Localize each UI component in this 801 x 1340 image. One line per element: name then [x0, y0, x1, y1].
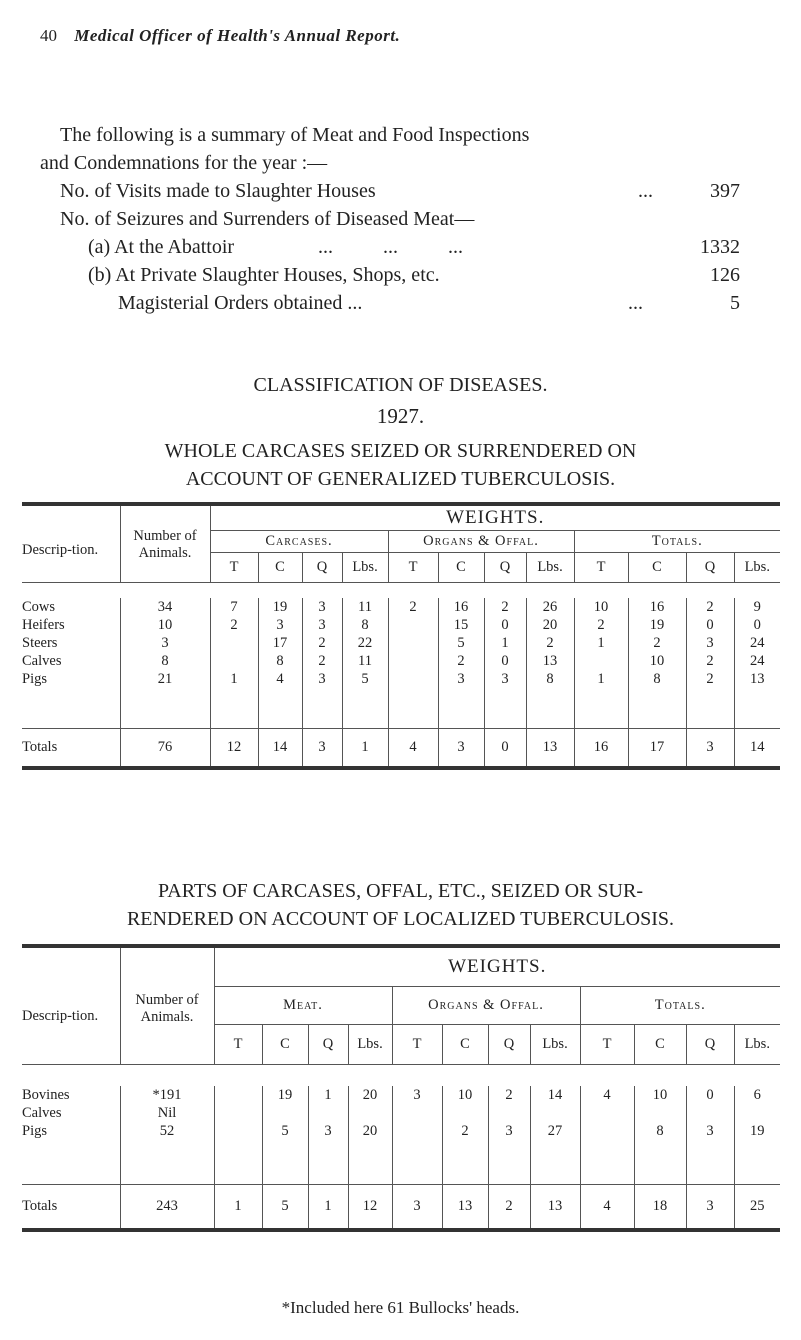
- section-year: 1927.: [376, 404, 425, 428]
- row-weight-cell: 0: [484, 616, 526, 634]
- row-weight-cell: 16: [628, 598, 686, 616]
- row-weight-cell: 4: [580, 1086, 634, 1104]
- row-weight-cell: [488, 1104, 530, 1122]
- row-description: Heifers: [22, 616, 65, 633]
- row-description: Pigs: [22, 670, 47, 687]
- row-weight-cell: 16: [438, 598, 484, 616]
- section-title: CLASSIFICATION OF DISEASES.: [253, 374, 548, 396]
- table-row: [22, 670, 780, 688]
- row-weight-cell: 2: [686, 598, 734, 616]
- column-header-weights: WEIGHTS.: [210, 504, 780, 530]
- column-group-organs-offal-2: Organs & Offal.: [392, 986, 580, 1024]
- row-weight-cell: 20: [348, 1086, 392, 1104]
- table-row: [22, 598, 780, 616]
- row-weight-cell: [214, 1122, 262, 1140]
- row-weight-cell: 3: [302, 670, 342, 688]
- table2-title-line2: RENDERED ON ACCOUNT OF LOCALIZED TUBERCULOSIS.: [126, 908, 675, 930]
- row-weight-cell: 2: [438, 652, 484, 670]
- column-group-totals-2: Totals.: [580, 986, 780, 1024]
- row-weight-cell: 5: [262, 1122, 308, 1140]
- units-header-row-2: T C Q Lbs. T C Q Lbs. T C Q Lbs.: [22, 1024, 780, 1064]
- table2-title-line1: PARTS OF CARCASES, OFFAL, ETC., SEIZED OR SUR-: [157, 880, 643, 902]
- row-description: Bovines: [22, 1086, 70, 1103]
- row-weight-cell: [580, 1122, 634, 1140]
- row-weight-cell: 2: [488, 1086, 530, 1104]
- row-description: Cows: [22, 598, 56, 615]
- row-weight-cell: 3: [686, 634, 734, 652]
- row-description: Calves: [22, 1104, 62, 1121]
- row-weight-cell: [210, 652, 258, 670]
- row-weight-cell: 3: [302, 598, 342, 616]
- row-weight-cell: 5: [342, 670, 388, 688]
- row-weight-cell: 2: [526, 634, 574, 652]
- row-weight-cell: [442, 1104, 488, 1122]
- column-header-weights-2: WEIGHTS.: [214, 946, 780, 986]
- row-weight-cell: [580, 1104, 634, 1122]
- row-description: Calves: [22, 652, 62, 669]
- footnote: *Included here 61 Bullocks' heads.: [281, 1298, 520, 1317]
- table-row: [22, 634, 780, 652]
- row-weight-cell: 17: [258, 634, 302, 652]
- row-weight-cell: 22: [342, 634, 388, 652]
- row-weight-cell: [308, 1104, 348, 1122]
- row-weight-cell: 3: [438, 670, 484, 688]
- units-header-row: T C Q Lbs. T C Q Lbs. T C Q Lbs.: [22, 552, 780, 582]
- table-row: [22, 1086, 780, 1104]
- row-weight-cell: 3: [392, 1086, 442, 1104]
- row-weight-cell: 11: [342, 652, 388, 670]
- row-weight-cell: 19: [628, 616, 686, 634]
- row-weight-cell: [392, 1122, 442, 1140]
- summary-line-private: (b) At Private Slaughter Houses, Shops, etc. 126: [88, 264, 740, 286]
- row-weight-cell: 2: [302, 634, 342, 652]
- row-number: Nil: [120, 1104, 214, 1122]
- column-header-description-2: Descrip-tion.: [22, 946, 120, 1064]
- row-weight-cell: 3: [686, 1122, 734, 1140]
- row-weight-cell: 13: [734, 670, 780, 688]
- intro-line-2: and Condemnations for the year :—: [40, 152, 328, 174]
- row-weight-cell: 1: [308, 1086, 348, 1104]
- row-weight-cell: 3: [302, 616, 342, 634]
- row-weight-cell: 14: [530, 1086, 580, 1104]
- row-weight-cell: [388, 616, 438, 634]
- table-localized-tuberculosis: [22, 944, 780, 1232]
- row-weight-cell: 2: [210, 616, 258, 634]
- row-weight-cell: [214, 1104, 262, 1122]
- summary-line-seizures: No. of Seizures and Surrenders of Diseased Meat—: [60, 208, 475, 230]
- row-weight-cell: 10: [628, 652, 686, 670]
- row-weight-cell: [734, 1104, 780, 1122]
- column-group-organs-offal: Organs & Offal.: [388, 530, 574, 552]
- row-weight-cell: [634, 1104, 686, 1122]
- row-weight-cell: 5: [438, 634, 484, 652]
- row-weight-cell: 20: [348, 1122, 392, 1140]
- row-weight-cell: 11: [342, 598, 388, 616]
- row-weight-cell: 0: [686, 616, 734, 634]
- row-weight-cell: 1: [484, 634, 526, 652]
- row-number: 21: [120, 670, 210, 688]
- row-weight-cell: [686, 1104, 734, 1122]
- row-description: Pigs: [22, 1122, 47, 1139]
- column-header-description: Descrip-tion.: [22, 504, 120, 582]
- column-group-carcases: Carcases.: [210, 530, 388, 552]
- row-description: Steers: [22, 634, 58, 651]
- summary-line-orders: Magisterial Orders obtained ... ... 5: [118, 292, 740, 314]
- row-number: 10: [120, 616, 210, 634]
- row-weight-cell: 10: [442, 1086, 488, 1104]
- row-weight-cell: 3: [258, 616, 302, 634]
- row-weight-cell: 19: [734, 1122, 780, 1140]
- summary-line-visits: No. of Visits made to Slaughter Houses ... 397: [60, 180, 740, 202]
- row-weight-cell: 24: [734, 652, 780, 670]
- row-weight-cell: 1: [574, 670, 628, 688]
- row-weight-cell: [574, 652, 628, 670]
- row-weight-cell: [214, 1086, 262, 1104]
- row-weight-cell: 0: [484, 652, 526, 670]
- row-weight-cell: [348, 1104, 392, 1122]
- table-generalized-tuberculosis: [22, 502, 780, 770]
- row-weight-cell: 1: [210, 670, 258, 688]
- row-number: 52: [120, 1122, 214, 1140]
- column-header-number-2: Number of Animals.: [120, 946, 214, 1064]
- row-weight-cell: 2: [686, 670, 734, 688]
- table-row: [22, 1122, 780, 1140]
- table1-title-line1: WHOLE CARCASES SEIZED OR SURRENDERED ON: [164, 440, 637, 462]
- row-number: 8: [120, 652, 210, 670]
- row-weight-cell: 2: [574, 616, 628, 634]
- row-weight-cell: 2: [302, 652, 342, 670]
- page-number: 40: [40, 26, 57, 45]
- row-weight-cell: 0: [686, 1086, 734, 1104]
- row-weight-cell: 9: [734, 598, 780, 616]
- column-header-number: Number of Animals.: [120, 504, 210, 582]
- row-weight-cell: 27: [530, 1122, 580, 1140]
- row-weight-cell: 19: [262, 1086, 308, 1104]
- row-weight-cell: 19: [258, 598, 302, 616]
- row-weight-cell: [210, 634, 258, 652]
- row-weight-cell: [262, 1104, 308, 1122]
- row-weight-cell: 2: [628, 634, 686, 652]
- row-weight-cell: [392, 1104, 442, 1122]
- row-number: 3: [120, 634, 210, 652]
- table-row-totals-2: Totals 243 1 5 1 12 3 13 2 13 4 18 3 25: [22, 1184, 780, 1230]
- row-weight-cell: 10: [574, 598, 628, 616]
- summary-line-abattoir: (a) At the Abattoir ... ... ... 1332: [88, 236, 740, 258]
- column-group-totals: Totals.: [574, 530, 780, 552]
- row-weight-cell: [388, 652, 438, 670]
- table-row: [22, 616, 780, 634]
- row-weight-cell: 13: [526, 652, 574, 670]
- row-weight-cell: 8: [342, 616, 388, 634]
- row-weight-cell: 1: [574, 634, 628, 652]
- row-weight-cell: 10: [634, 1086, 686, 1104]
- row-weight-cell: 8: [628, 670, 686, 688]
- row-weight-cell: 26: [526, 598, 574, 616]
- page-header: [40, 26, 400, 46]
- row-number: 34: [120, 598, 210, 616]
- row-weight-cell: 7: [210, 598, 258, 616]
- row-weight-cell: 3: [308, 1122, 348, 1140]
- intro-line-1: The following is a summary of Meat and Food Inspections: [60, 124, 530, 146]
- table1-title-line2: ACCOUNT OF GENERALIZED TUBERCULOSIS.: [185, 468, 616, 490]
- row-weight-cell: 2: [686, 652, 734, 670]
- row-weight-cell: 3: [484, 670, 526, 688]
- row-weight-cell: 2: [484, 598, 526, 616]
- row-weight-cell: 2: [388, 598, 438, 616]
- row-weight-cell: 8: [634, 1122, 686, 1140]
- table-row-totals: Totals 76 12 14 3 1 4 3 0 13 16 17 3 14: [22, 728, 780, 768]
- row-weight-cell: 15: [438, 616, 484, 634]
- row-weight-cell: 2: [442, 1122, 488, 1140]
- table2-body: [22, 1086, 780, 1140]
- row-weight-cell: 4: [258, 670, 302, 688]
- row-weight-cell: 8: [526, 670, 574, 688]
- running-title: Medical Officer of Health's Annual Report.: [74, 26, 401, 45]
- row-weight-cell: 8: [258, 652, 302, 670]
- row-weight-cell: [530, 1104, 580, 1122]
- row-weight-cell: 3: [488, 1122, 530, 1140]
- table-row: [22, 1104, 780, 1122]
- row-weight-cell: 20: [526, 616, 574, 634]
- column-group-meat: Meat.: [214, 986, 392, 1024]
- row-weight-cell: 0: [734, 616, 780, 634]
- row-number: *191: [120, 1086, 214, 1104]
- table-row: [22, 652, 780, 670]
- table1-body: [22, 598, 780, 688]
- row-weight-cell: 24: [734, 634, 780, 652]
- row-weight-cell: [388, 634, 438, 652]
- row-weight-cell: 6: [734, 1086, 780, 1104]
- row-weight-cell: [388, 670, 438, 688]
